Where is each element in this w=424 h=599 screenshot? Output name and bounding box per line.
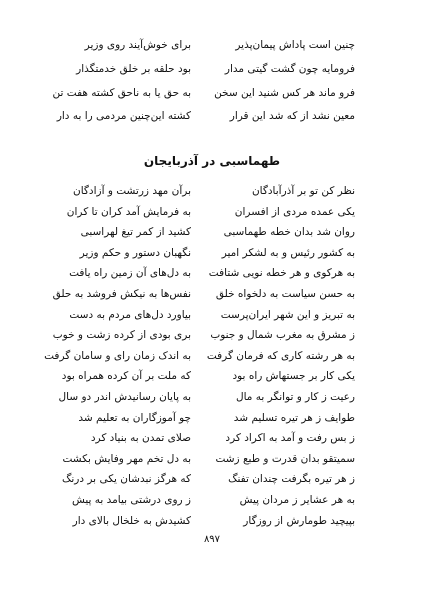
- hemistich-right: فرومایه چون گشت گیتی مدار: [224, 62, 355, 75]
- couplet: [0, 324, 424, 346]
- hemistich-left: نفس‌ها به نیکش فروشد به حلق: [52, 288, 191, 300]
- page-number: ۸۹۷: [203, 534, 221, 545]
- hemistich-left: که هرگز نبدشان یکی بر درنگ: [61, 473, 191, 486]
- couplet: [0, 180, 424, 202]
- hemistich-right: رعیت ز کار و توانگر به مال: [235, 391, 355, 403]
- hemistich-left: که ملت بر آن کرده همراه بود: [61, 370, 191, 383]
- couplet: [0, 105, 424, 127]
- couplet: [0, 58, 424, 80]
- hemistich-left: ز روی درشتی بیامد به پیش: [71, 494, 191, 506]
- hemistich-left: به اندک زمان رای و سامان گرفت: [44, 349, 191, 362]
- hemistich-left: برای خوش‌آیند روی وزیر: [84, 39, 191, 51]
- couplet: [0, 448, 424, 470]
- couplet: [0, 489, 424, 511]
- hemistich-right: چنین است پاداش پیمان‌پذیر: [235, 39, 355, 51]
- hemistich-right: نظر کن تو بر آذرآبادگان: [251, 185, 355, 197]
- hemistich-left: به پایان رسانیدش اندر دو سال: [58, 391, 191, 403]
- hemistich-left: کشته این‌چنین مردمی را به دار: [56, 110, 191, 123]
- hemistich-left: نگهبان دستور و حکم وزیر: [79, 246, 191, 259]
- hemistich-left: به دل‌های آن زمین راه یافت: [69, 267, 191, 280]
- couplet: [0, 283, 424, 305]
- hemistich-right: به هرکوی و هر خطه نویی شتافت: [208, 267, 355, 280]
- hemistich-right: معین نشد از که شد این قرار: [229, 110, 355, 123]
- couplet: [0, 82, 424, 104]
- couplet: [0, 345, 424, 367]
- hemistich-right: ز مشرق به مغرب شمال و جنوب: [210, 329, 355, 342]
- couplet: [0, 34, 424, 56]
- hemistich-left: بیاورد دل‌های مردم به دست: [69, 308, 191, 321]
- couplet: [0, 221, 424, 243]
- hemistich-right: به حسن سیاست به دلخواه خلق: [215, 288, 355, 300]
- hemistich-right: بپیچید طومارش از روزگار: [243, 514, 355, 527]
- couplet: [0, 365, 424, 387]
- hemistich-right: طوایف ز هر تیره تسلیم شد: [233, 411, 355, 424]
- couplet: [0, 468, 424, 490]
- hemistich-left: بود حلقه بر خلق خدمتگذار: [76, 62, 191, 75]
- hemistich-right: یکی کار بر جستهاش راه بود: [232, 370, 355, 383]
- hemistich-right: به تبریز و این شهر ایران‌پرست: [220, 308, 355, 321]
- hemistich-left: برآن مهد زرتشت و آزادگان: [73, 185, 191, 197]
- section-title: طهماسبی در آذربایجان: [143, 154, 281, 168]
- hemistich-right: به هر رشته کاری که فرمان گرفت: [206, 349, 355, 362]
- hemistich-left: بری بودی از کرده زشت و خوب: [52, 329, 191, 342]
- hemistich-left: چو آموزگاران به تعلیم شد: [78, 411, 191, 424]
- hemistich-right: روان شد بدان خطه طهماسبی: [223, 226, 355, 239]
- hemistich-left: کشید از کمر تیغ لهراسبی: [80, 226, 191, 239]
- hemistich-right: ز بس رفت و آمد به اکراد کرد: [225, 432, 355, 445]
- hemistich-left: به دل تخم مهر وفایش بکشت: [62, 452, 191, 465]
- hemistich-right: ز هر تیره بگرفت چندان تفنگ: [228, 473, 355, 486]
- couplet: [0, 304, 424, 326]
- hemistich-left: به فرمایش آمد کران تا کران: [66, 205, 191, 218]
- hemistich-right: یکی عمده مردی از افسران: [234, 205, 355, 218]
- couplet: [0, 262, 424, 284]
- couplet: [0, 242, 424, 264]
- hemistich-right: فرو ماند هر کس شنید این سخن: [214, 86, 355, 99]
- couplet: [0, 510, 424, 532]
- hemistich-right: به هر عشایر ز مردان پیش: [239, 494, 355, 506]
- couplet: [0, 427, 424, 449]
- couplet: [0, 386, 424, 408]
- hemistich-left: به حق یا به ناحق کشته هفت تن: [52, 86, 191, 99]
- hemistich-right: سمیتقو بدان قدرت و طبع زشت: [215, 452, 355, 465]
- couplet: [0, 407, 424, 429]
- hemistich-left: صلای تمدن به بنیاد کرد: [90, 432, 191, 445]
- hemistich-right: به کشور رئیس و به لشکر امیر: [221, 246, 355, 259]
- couplet: [0, 201, 424, 223]
- hemistich-left: کشیدش به خلخال بالای دار: [72, 514, 191, 527]
